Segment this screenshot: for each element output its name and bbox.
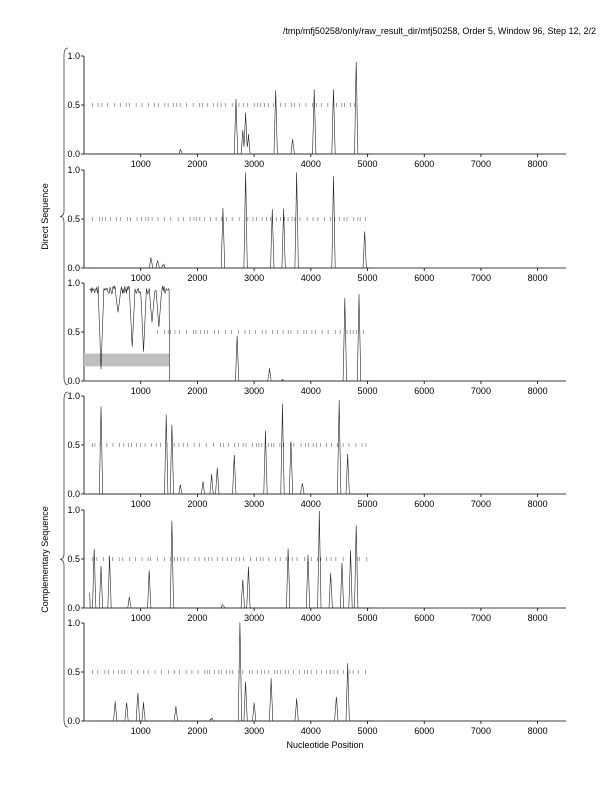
x-tick-label: 6000 — [414, 386, 435, 396]
x-tick-label: 2000 — [187, 499, 208, 509]
y-tick-label: 0.0 — [67, 716, 80, 726]
x-tick-label: 4000 — [300, 273, 321, 283]
x-tick-label: 4000 — [300, 499, 321, 509]
x-tick-label: 8000 — [527, 273, 548, 283]
x-tick-label: 7000 — [470, 386, 491, 396]
x-tick-label: 1000 — [130, 386, 151, 396]
y-tick-label: 0.5 — [67, 667, 80, 677]
x-tick-label: 1000 — [130, 613, 151, 623]
x-tick-label: 3000 — [244, 613, 265, 623]
x-tick-label: 3000 — [244, 386, 265, 396]
x-tick-label: 5000 — [357, 726, 378, 736]
y-tick-label: 0.5 — [67, 440, 80, 450]
x-tick-label: 2000 — [187, 273, 208, 283]
x-tick-label: 2000 — [187, 386, 208, 396]
y-tick-label: 0.0 — [67, 489, 80, 499]
x-tick-label: 1000 — [130, 499, 151, 509]
x-tick-label: 7000 — [470, 273, 491, 283]
x-tick-label: 8000 — [527, 726, 548, 736]
y-tick-label: 0.0 — [67, 376, 80, 386]
x-tick-label: 5000 — [357, 613, 378, 623]
x-tick-label: 8000 — [527, 159, 548, 169]
x-tick-label: 8000 — [527, 613, 548, 623]
y-tick-label: 1.0 — [67, 391, 80, 401]
x-tick-label: 1000 — [130, 726, 151, 736]
y-tick-label: 1.0 — [67, 278, 80, 288]
x-tick-label: 4000 — [300, 613, 321, 623]
y-tick-label: 0.5 — [67, 554, 80, 564]
y-tick-label: 1.0 — [67, 505, 80, 515]
y-tick-label: 0.0 — [67, 149, 80, 159]
y-tick-label: 1.0 — [67, 165, 80, 175]
x-tick-label: 6000 — [414, 499, 435, 509]
y-tick-label: 0.5 — [67, 214, 80, 224]
x-tick-label: 8000 — [527, 499, 548, 509]
x-tick-label: 6000 — [414, 273, 435, 283]
y-tick-label: 0.5 — [67, 100, 80, 110]
x-tick-label: 1000 — [130, 159, 151, 169]
x-tick-label: 5000 — [357, 273, 378, 283]
y-tick-label: 1.0 — [67, 51, 80, 61]
x-tick-label: 8000 — [527, 386, 548, 396]
x-tick-label: 5000 — [357, 159, 378, 169]
group-label-direct: Direct Sequence — [40, 183, 50, 250]
x-tick-label: 7000 — [470, 613, 491, 623]
x-tick-label: 5000 — [357, 386, 378, 396]
y-tick-label: 0.5 — [67, 327, 80, 337]
x-tick-label: 7000 — [470, 499, 491, 509]
x-tick-label: 2000 — [187, 159, 208, 169]
x-tick-label: 5000 — [357, 499, 378, 509]
x-tick-label: 3000 — [244, 726, 265, 736]
x-tick-label: 2000 — [187, 613, 208, 623]
y-tick-label: 0.0 — [67, 263, 80, 273]
x-tick-label: 1000 — [130, 273, 151, 283]
highlight-band — [84, 354, 169, 367]
series-line-direct-frame-1 — [90, 62, 374, 154]
x-tick-label: 4000 — [300, 159, 321, 169]
x-tick-label: 7000 — [470, 159, 491, 169]
x-tick-label: 4000 — [300, 386, 321, 396]
x-tick-label: 4000 — [300, 726, 321, 736]
y-tick-label: 0.0 — [67, 603, 80, 613]
x-tick-label: 7000 — [470, 726, 491, 736]
y-tick-label: 1.0 — [67, 618, 80, 628]
x-tick-label: 6000 — [414, 159, 435, 169]
x-tick-label: 3000 — [244, 159, 265, 169]
x-tick-label: 2000 — [187, 726, 208, 736]
series-line-complement-frame-1 — [90, 400, 374, 494]
group-label-complementary: Complementary Sequence — [40, 506, 50, 613]
x-axis-label: Nucleotide Position — [286, 740, 364, 750]
x-tick-label: 6000 — [414, 726, 435, 736]
page-header: /tmp/mfj50258/only/raw_result_dir/mfj50258, Order 5, Window 96, Step 12, 2/2 — [282, 26, 596, 36]
x-tick-label: 3000 — [244, 499, 265, 509]
x-tick-label: 3000 — [244, 273, 265, 283]
x-tick-label: 6000 — [414, 613, 435, 623]
